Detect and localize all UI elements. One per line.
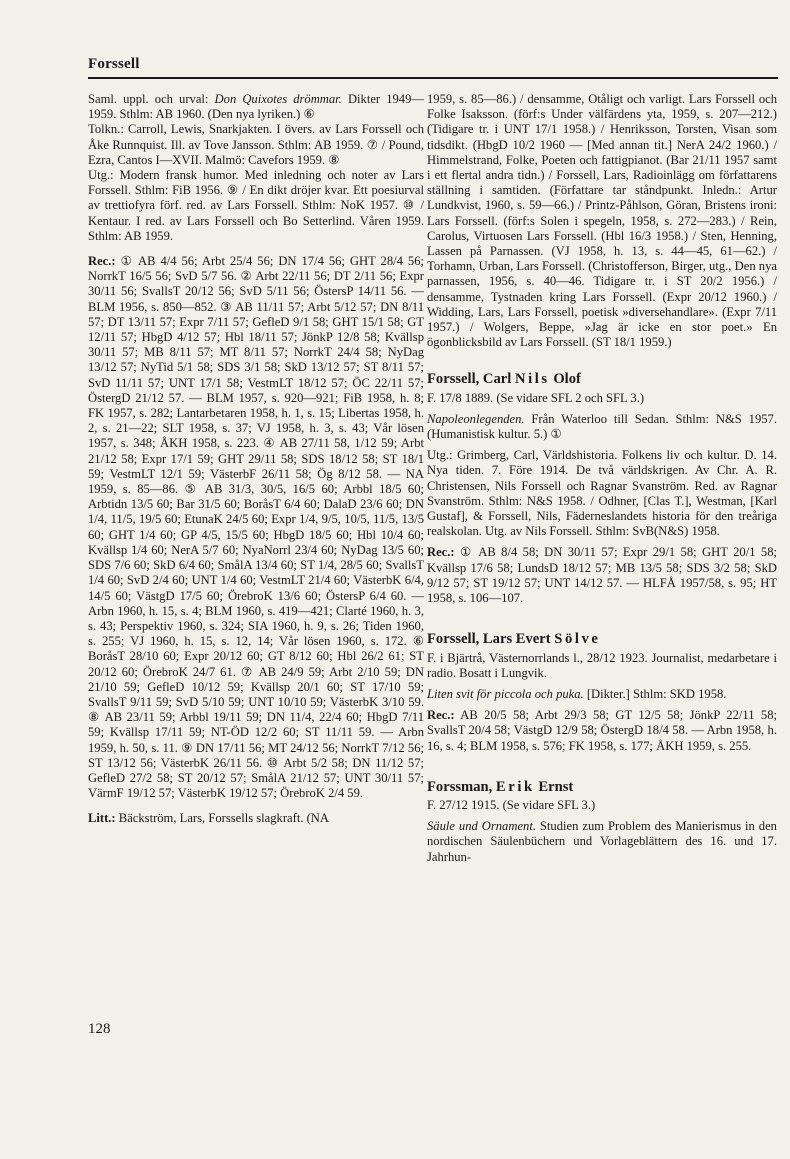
entry-born: F. 17/8 1889. (Se vidare SFL 2 och SFL 3.)	[427, 390, 645, 405]
tolkn-paragraph: Tolkn.: Carroll, Lewis, Snarkjakten. I övers. av Lars Forssell och Åke Runnquist. Ill. av Tove Jansson. Sthlm: AB 1959. ⑦ / Pound, Ezra, Cantos I—XVII. Malmö: Cavefors 1959. ⑧	[88, 122, 424, 167]
litt-label: Litt.:	[88, 811, 116, 826]
utg-paragraph: Utg.: Modern fransk humor. Med inledning och noter av Lars Forssell. Sthlm: FiB 1956. ⑨ / En dikt dröjer kvar. Ett poesiurval av trettiofyra förf. red. av Lars Forssell. Sthlm: NoK 1957. ⑩ / Kentaur. I red. av Lars Forssell och Bo Setterlind. Våren 1959. Sthlm: AB 1959.	[88, 168, 424, 243]
rec-label: Rec.:	[88, 254, 116, 269]
page-number: 128	[88, 1021, 111, 1037]
header-rule	[88, 77, 778, 79]
entry-born: F. i Bjärtrå, Västernorrlands l., 28/12 1923. Journalist, medarbetare i radio. Bosatt i Lungvik.	[427, 650, 777, 680]
entry-heading: Forssell, Carl Nils Olof	[427, 371, 581, 388]
left-column	[88, 92, 424, 827]
entry-work: Liten svit för piccola och puka. [Dikter.] Sthlm: SKD 1958.	[427, 686, 727, 701]
litt-paragraph	[88, 811, 424, 826]
entry-carl-nils-olof	[427, 372, 777, 606]
rec-paragraph	[88, 254, 424, 801]
litt-continuation: 1959, s. 85—86.) / densamme, Otåligt och varligt. Lars Forssell och Folke Isaksson. (förf:s Under välfärdens yta, 1959, s. 207—212.) (Tidigare tr. i UNT 17/1 1958.) / Henriksson, Torsten, Visan som tidsdikt. (HbgD 10/2 1960 — [Med annan tit.] NerA 24/2 1960.) / Himmelstrand, Folke, Poeten och fattigpianot. (Bar 21/11 1957 samt i ett flertal andra tidn.) / Forssell, Lars, Radioinlägg om författarens ställning i samtiden. (Författare tar ståndpunkt. Inledn.: Artur Lundkvist, 1960, s. 59—66.) / Printz-Påhlson, Göran, Bristens ironi: Lars Forssell. (förf:s Solen i spegeln, 1958, s. 272—283.) / Rein, Carolus, Virtuosen Lars Forssell. (Hbl 16/3 1958.) / Sten, Henning, Lassen på Parnassen. (VJ 1958, h. 13, s. 44—45, 61—62.) / Torhamn, Urban, Lars Forssell. (Christofferson, Birger, utg., Den nya parnassen, 1956, s. 40—46. Tidigare tr. i ST 20/2 1956.) / densamme, Tystnaden kring Lars Forssell. (Expr 20/12 1960.) / Widding, Lars, Lars Forssell, poetisk »diversehandlare». (Expr 7/11 1957.) / Wolgers, Beppe, »Jag är icke en stor poet.» En ögonblicksbild av Lars Forssell. (ST 18/1 1959.)	[427, 92, 777, 350]
litt-text: Bäckström, Lars, Forssells slagkraft. (NA	[115, 811, 329, 826]
right-column	[427, 92, 777, 865]
running-head: Forssell	[88, 56, 140, 72]
entry-work: Säule und Ornament. Studien zum Problem des Manierismus in den nordischen Säulenbüchern und Vorlageblättern des 16. und 17. Jahrhun-	[427, 819, 777, 864]
entry-lars-evert-solve	[427, 632, 777, 753]
entry-erik-ernst	[427, 780, 777, 865]
saml-paragraph: Saml. uppl. och urval: Don Quixotes drömmar. Dikter 1949—1959. Sthlm: AB 1960. (Den nya lyriken.) ⑥	[88, 92, 424, 122]
entry-utg: Utg.: Grimberg, Carl, Världshistoria. Folkens liv och kultur. D. 14. Nya tiden. 7. Före 1914. De två världskrigen. Av Chr. A. R. Christensen, Nils Forssell och Ragnar Svanström. Red. av Ragnar Svanström. Sthlm: N&S 1958. / Odhner, [Clas T.], Westman, [Karl Gustaf], & Forssell, Nils, Fäderneslandets historia för den treåriga realskolan. Utg. av Nils Forssell. Sthlm: SvB(N&S) 1958.	[427, 448, 777, 539]
entry-work: Napoleonlegenden. Från Waterloo till Sedan. Sthlm: N&S 1957. (Humanistisk kultur. 5.) ①	[427, 411, 777, 442]
entry-born: F. 27/12 1915. (Se vidare SFL 3.)	[427, 797, 596, 812]
entry-heading: Forssman, Erik Ernst	[427, 778, 574, 795]
rec-text: ① AB 4/4 56; Arbt 25/4 56; DN 17/4 56; GHT 28/4 56; NorrkT 16/5 56; SvD 5/7 56. ② Arbt 22/11 56; DT 2/11 56; Expr 30/11 56; SvallsT 20/12 56; SvD 5/11 56; ÖstersP 14/11 56. — BLM 1956, s. 850—852. ③ AB 11/11 57; Arbt 5/12 57; DN 8/11 57; DT 13/11 57; Expr 7/11 57; GefleD 9/1 58; GHT 15/1 58; GT 12/11 57; HbgD 4/12 57; Hbl 18/11 57; JönkP 12/8 58; Kvällsp 30/11 57; MB 8/11 57; MT 8/11 57; NorrkT 24/4 58; NyDag 13/12 57; NyTid 5/1 58; SDS 3/1 58; SkD 13/12 57; ST 8/11 57; SvD 11/11 57; UNT 17/1 58; VestmLT 18/12 57; ÖC 22/11 57; ÖstergD 21/12 57. — BLM 1957, s. 920—921; FiB 1958, h. 8; FK 1957, s. 282; Lantarbetaren 1958, h. 1, s. 15; Libertas 1958, h. 2, s. 21—22; SLT 1958, s. 37; VJ 1958, h. 3, s. 43; Vår lösen 1957, s. 348; ÅKH 1958, s. 223. ④ AB 27/11 58, 1/12 59; Arbt 21/12 58; Expr 17/1 59; GHT 29/11 58; SDS 18/12 58; ST 18/1 59; VestmLT 12/1 59; VästerbF 26/11 58; Ög 8/12 58. — NA 1959, s. 85—86. ⑤ AB 31/3, 30/5, 16/5 60; Arbbl 18/5 60; Arbtidn 13/5 60; Bar 31/5 60; BoråsT 6/4 60; DalaD 23/6 60; DN 1/4, 11/5, 19/5 60; EtunaK 24/5 60; Expr 1/4, 9/5, 10/5, 11/5, 13/5 60; GHT 1/4 60; GP 4/5, 15/5 60; HbgD 18/5 60; Hbl 10/4 60; Kvällsp 1/4 60; NerA 5/7 60; NyaNorrl 23/4 60; NyDag 13/5 60; SDS 7/6 60; SkD 6/4 60; SmålA 13/4 60; ST 1/4, 28/5 60; SvallsT 1/4 60; SvD 2/4 60; UNT 1/4 60; VestmLT 21/4 60; VästerbK 6/4, 14/5 60; VästgD 17/5 60; ÖrebroK 13/6 60; ÖstersP 6/4 60. — Arbn 1960, h. 15, s. 4; BLM 1960, s. 419—421; Clarté 1960, h. 3, s. 43; Perspektiv 1960, s. 324; SIA 1960, h. 9, s. 26; Tiden 1960, s. 255; VJ 1960, h. 15, s. 12, 14; Vår lösen 1960, s. 172. ⑥ BoråsT 28/10 60; Expr 20/12 60; GT 8/12 60; Hbl 26/2 61; ST 20/12 60; ÖrebroK 24/7 61. ⑦ AB 24/9 59; Arbt 2/10 59; DN 21/10 59; GefleD 10/12 59; Kvällsp 20/1 60; ST 17/10 59; SvallsT 9/11 59; SvD 5/10 59; UNT 10/10 59; VästerbK 3/10 59. ⑧ AB 23/11 59; Arbbl 19/11 59; DN 11/4, 22/4 60; HbgD 7/11 59; Kvällsp 17/11 59; NT-ÖD 12/2 60; ST 11/11 59. — Arbn 1959, h. 50, s. 11. ⑨ DN 17/11 56; MT 24/12 56; NorrkT 7/12 56; ST 13/12 56; VästerbK 26/11 56. ⑩ Arbt 5/2 58; DN 11/12 57; GefleD 27/2 58; ST 20/12 57; SmålA 21/12 57; UNT 30/11 57; VärmF 19/12 57; VästerbK 19/12 57; ÖrebroK 2/4 59.	[88, 254, 424, 801]
entry-rec: Rec.: ① AB 8/4 58; DN 30/11 57; Expr 29/1 58; GHT 20/1 58; Kvällsp 17/6 58; LundsD 18/12 57; MB 13/5 58; SDS 3/2 58; SkD 9/12 57; ST 19/12 57; UNT 14/12 57. — HLFÅ 1957/58, s. 95; HT 1958, s. 106—107.	[427, 545, 777, 606]
entry-rec: Rec.: AB 20/5 58; Arbt 29/3 58; GT 12/5 58; JönkP 22/11 58; SvallsT 20/4 58; VästgD 12/9 58; ÖstergD 18/4 58. — Arbn 1958, h. 16, s. 4; BLM 1958, s. 576; FK 1958, s. 177; ÅKH 1959, s. 255.	[427, 708, 777, 753]
entry-heading: Forssell, Lars Evert Sölve	[427, 631, 601, 648]
